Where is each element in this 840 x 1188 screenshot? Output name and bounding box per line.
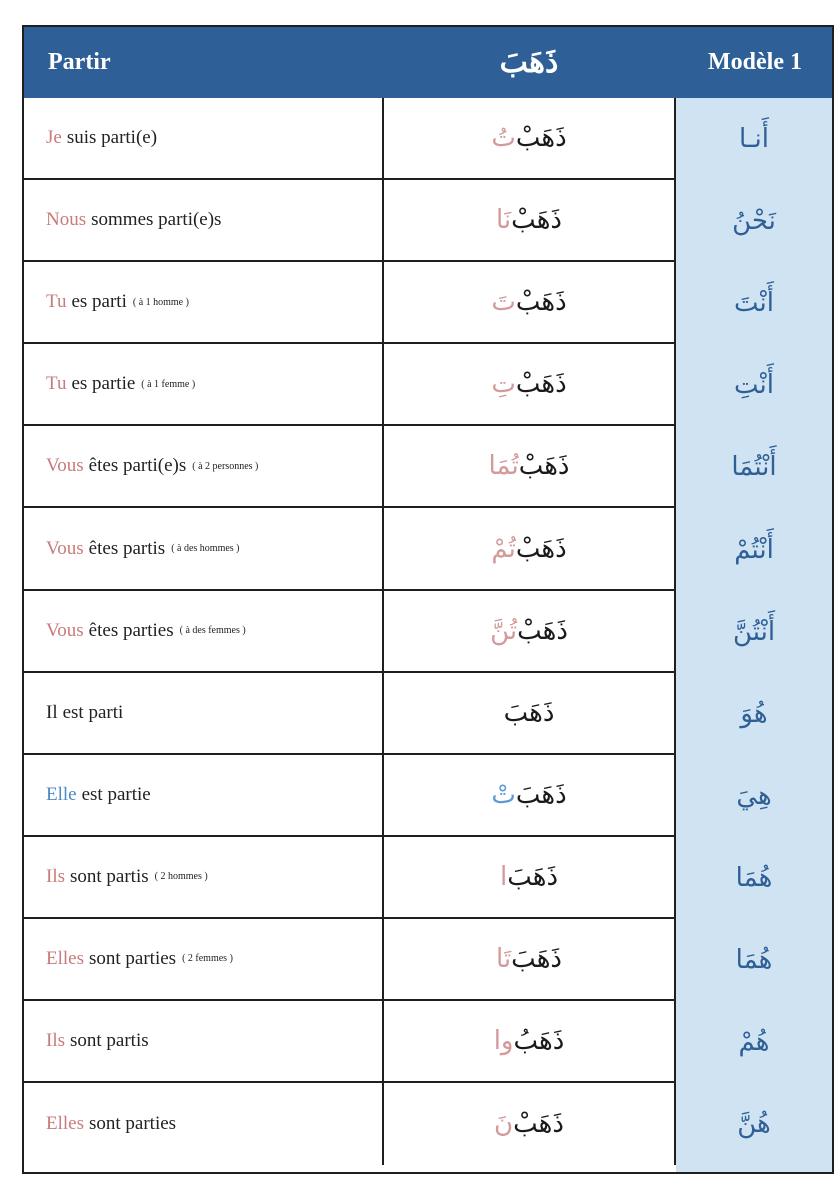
french-translation-cell [24, 837, 384, 919]
arabic-verb-cell [384, 426, 676, 508]
french-translation-cell [24, 180, 384, 262]
arabic-verb-suffix: تُمْ [491, 533, 516, 564]
arabic-verb-suffix: تَا [496, 943, 512, 974]
french-translation-cell [24, 98, 384, 180]
arabic-verb-cell [384, 837, 676, 919]
arabic-pronoun-cell: نَحْنُ [732, 206, 776, 237]
table-header [24, 27, 832, 98]
header-model-label: Modèle 1 [708, 49, 802, 75]
table-row [24, 919, 832, 1001]
header-title-arabic: ذَهَبَ [499, 45, 559, 80]
header-title-french: Partir [48, 49, 111, 75]
arabic-pronoun-cell: هُنَّ [737, 1109, 771, 1140]
table-row [24, 180, 832, 262]
arabic-pronoun-cell: أَنْتُمْ [734, 534, 774, 565]
arabic-pronoun-cell: أَنْتَ [734, 288, 774, 319]
french-pronoun: Vous [46, 537, 84, 559]
arabic-verb-suffix: تُ [491, 123, 516, 154]
arabic-verb-cell [384, 1083, 676, 1165]
arabic-verb-stem: ذَهَبَ [503, 697, 555, 728]
french-note: ( à 2 personnes ) [192, 460, 259, 472]
arabic-verb-suffix: تَ [491, 287, 516, 318]
french-verb-phrase: sont parties [89, 947, 177, 969]
french-verb-phrase: sont partis [70, 865, 149, 887]
french-verb-phrase: es partie [71, 373, 136, 395]
french-translation-cell [24, 591, 384, 673]
arabic-verb-cell [384, 508, 676, 590]
table-row [24, 344, 832, 426]
french-pronoun: Ils [46, 865, 65, 887]
conjugation-rows [24, 98, 832, 1172]
table-row [24, 673, 832, 755]
arabic-verb-cell [384, 1001, 676, 1083]
table-row [24, 837, 832, 919]
french-note: ( à 1 homme ) [132, 296, 189, 308]
french-verb-phrase: sommes parti(e)s [91, 209, 222, 231]
table-row [24, 1001, 832, 1083]
arabic-verb-suffix: تْ [491, 779, 516, 810]
arabic-verb-stem: ذَهَبَ [507, 861, 559, 892]
arabic-verb-cell [384, 180, 676, 262]
french-pronoun: Tu [46, 373, 67, 395]
arabic-verb-cell [384, 262, 676, 344]
arabic-verb-stem: ذَهَبْ [515, 287, 567, 318]
french-verb-phrase: sont partis [70, 1030, 149, 1052]
french-verb-phrase: est partie [81, 783, 151, 805]
arabic-verb-stem: ذَهَبْ [517, 615, 568, 646]
arabic-pronoun-cell: هُوَ [740, 698, 768, 729]
table-row [24, 755, 832, 837]
french-pronoun: Tu [46, 291, 67, 313]
table-row [24, 591, 832, 673]
french-note: ( 2 hommes ) [154, 871, 208, 883]
french-verb-phrase: sont parties [89, 1113, 177, 1135]
conjugation-table [22, 25, 834, 1174]
table-row [24, 508, 832, 590]
french-translation-cell [24, 344, 384, 426]
french-translation-cell [24, 755, 384, 837]
french-pronoun: Je [46, 127, 62, 149]
arabic-pronoun-cell: هُمَا [735, 944, 773, 975]
table-row [24, 98, 832, 180]
french-pronoun: Il [46, 701, 58, 723]
arabic-verb-suffix: نَا [496, 205, 512, 236]
french-translation-cell [24, 919, 384, 1001]
french-note: ( 2 femmes ) [182, 953, 233, 965]
arabic-verb-stem: ذَهَبَ [511, 943, 562, 974]
french-pronoun: Elle [46, 783, 77, 805]
table-row [24, 426, 832, 508]
french-note: ( à des hommes ) [171, 543, 240, 555]
arabic-verb-stem: ذَهَبْ [518, 451, 570, 482]
french-pronoun: Ils [46, 1030, 65, 1052]
arabic-verb-stem: ذَهَبْ [515, 123, 567, 154]
arabic-pronoun-cell: هُمْ [738, 1027, 770, 1058]
arabic-verb-cell [384, 919, 676, 1001]
french-pronoun: Vous [46, 619, 84, 641]
arabic-verb-suffix: نَ [494, 1109, 514, 1140]
french-translation-cell [24, 508, 384, 590]
arabic-verb-stem: ذَهَبْ [511, 205, 562, 236]
arabic-verb-stem: ذَهَبْ [513, 1109, 564, 1140]
french-translation-cell [24, 673, 384, 755]
arabic-verb-stem: ذَهَبُ [513, 1026, 565, 1057]
french-translation-cell [24, 1083, 384, 1165]
french-pronoun: Elles [46, 947, 84, 969]
arabic-verb-suffix: ا [499, 861, 508, 892]
table-row [24, 1083, 832, 1165]
french-translation-cell [24, 1001, 384, 1083]
arabic-pronoun-cell: أَنْتُنَّ [732, 616, 776, 647]
arabic-pronoun-cell: هُمَا [735, 862, 773, 893]
arabic-verb-suffix: تُمَا [488, 451, 519, 482]
french-pronoun: Vous [46, 455, 84, 477]
arabic-pronoun-cell: هِيَ [736, 780, 772, 811]
arabic-verb-suffix: تُنَّ [490, 615, 518, 646]
french-pronoun: Elles [46, 1113, 84, 1135]
arabic-pronoun-cell: أَنْتِ [734, 370, 774, 401]
french-verb-phrase: êtes parti(e)s [88, 455, 187, 477]
arabic-verb-cell [384, 673, 676, 755]
french-verb-phrase: êtes partis [88, 537, 166, 559]
arabic-verb-suffix: تِ [491, 369, 516, 400]
french-verb-phrase: suis parti(e) [66, 127, 158, 149]
arabic-verb-cell [384, 98, 676, 180]
arabic-pronoun-cell: أَنـا [739, 124, 769, 155]
french-pronoun: Nous [46, 209, 87, 231]
arabic-verb-cell [384, 344, 676, 426]
french-translation-cell [24, 262, 384, 344]
arabic-verb-cell [384, 755, 676, 837]
arabic-verb-stem: ذَهَبْ [515, 369, 567, 400]
french-translation-cell [24, 426, 384, 508]
french-note: ( à 1 femme ) [141, 378, 196, 390]
arabic-verb-stem: ذَهَبْ [515, 533, 567, 564]
french-verb-phrase: êtes parties [88, 619, 174, 641]
arabic-verb-suffix: وا [493, 1026, 514, 1057]
french-note: ( à des femmes ) [179, 625, 246, 637]
table-row [24, 262, 832, 344]
arabic-verb-cell [384, 591, 676, 673]
french-verb-phrase: es parti [71, 291, 127, 313]
arabic-pronoun-cell: أَنْتُمَا [731, 452, 777, 483]
french-verb-phrase: est parti [62, 701, 124, 723]
arabic-verb-stem: ذَهَبَ [515, 779, 567, 810]
